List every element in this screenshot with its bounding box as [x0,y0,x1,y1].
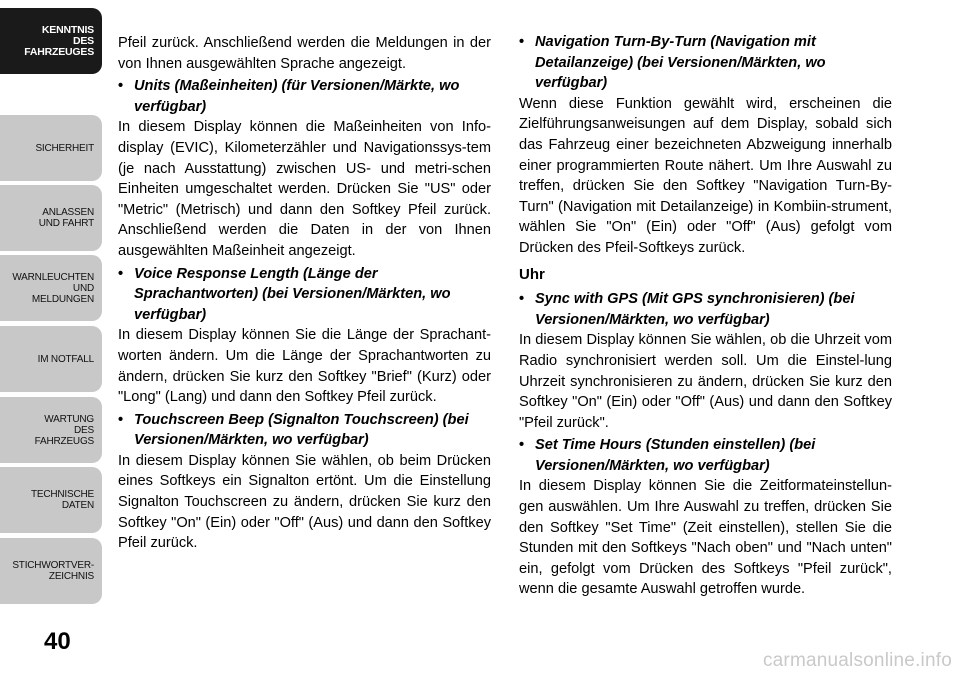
paragraph-set-time: In diesem Display können Sie die Zeitformateinstellun-gen auswählen. Um Ihre Auswahl zu treffen, drücken Sie den Softkey "Set Time" (Zeit einstellen), stellen Sie die Stunden mit den Softkeys "Nach oben" und "Nach unten" ein, gefolgt vom Drücken des Softkeys "Pfeil zurück", wenn die gesamte Auswahl getroffen wurde. [519,478,892,598]
tab-sicherheit[interactable]: SICHERHEIT [0,115,102,181]
paragraph-voice-response: In diesem Display können Sie die Länge der Sprachant-worten ändern. Um die Länge der Sprachantworten zu ändern, drücken Sie kurz den Softkey "Brief" (Kurz) oder "Long" (Lang) und dann den Softkey Pfeil zurück. [118,327,491,406]
bullet-sync-gps-text: • Sync with GPS (Mit GPS synchronisieren) (bei Versionen/Märkten, wo verfügbar) [535,291,855,328]
bullet-set-time [519,435,892,476]
bullet-set-time-text: • Set Time Hours (Stunden einstellen) (bei Versionen/Märkten, wo verfügbar) [535,437,816,474]
paragraph-sync-gps: In diesem Display können Sie wählen, ob die Uhrzeit vom Radio synchronisiert werden soll. Um die Einstel-lung Uhrzeit synchronisieren zu ändern, drücken Sie kurz den Softkey "On" (Ein) oder "Off" (Aus) und dann den Softkey "Pfeil zurück". [519,332,892,431]
bullet-voice-response [118,264,491,326]
right-column [519,32,892,600]
watermark-logo: carmanualsonline.info [762,650,952,671]
bullet-voice-response-text: • Voice Response Length (Länge der Sprachantworten) (bei Versionen/Märkten, wo verfügbar) [134,265,451,323]
tab-anlassen-und-fahrt[interactable]: ANLASSEN UND FAHRT [0,185,102,251]
bullet-sync-gps [519,289,892,330]
bullet-navigation-text: • Navigation Turn-By-Turn (Navigation mit Detailanzeige) (bei Versionen/Märkten, wo verfügbar) [535,34,826,92]
bullet-touchscreen-beep-text: • Touchscreen Beep (Signalton Touchscreen) (bei Versionen/Märkten, wo verfügbar) [134,411,469,449]
tab-wartung-des-fahrzeugs[interactable]: WARTUNG DES FAHRZEUGS [0,397,102,463]
tab-kenntnis-des-fahrzeuges[interactable]: KENNTNIS DES FAHRZEUGES [0,8,102,74]
paragraph-touchscreen-beep: In diesem Display können Sie wählen, ob beim Drücken eines Softkeys ein Signalton ertönt. Um die Einstellung Signalton Touchscreen zu ändern, drücken Sie kurz den Softkey "On" (Ein) oder "Off" (Aus) und dann den Softkey Pfeil zurück. [118,452,491,552]
page-number: 40 [44,628,71,655]
bullet-touchscreen-beep [118,410,491,451]
chapter-sidebar [0,0,104,678]
bullet-units-text: • Units (Maßeinheiten) (für Versionen/Märkte, wo verfügbar) [134,78,460,115]
bullet-units [118,76,491,117]
bullet-navigation [519,32,892,94]
paragraph-units: In diesem Display können die Maßeinheiten von Info-display (EVIC), Kilometerzähler und Navigationssys-tem (je nach Ausstattung) zwischen US- und metri-schen Einheiten umgeschaltet werden. Drücken Sie "US" oder "Metric" (Metrisch) und dann den Softkey Pfeil zurück. Anschließend werden die Daten in der von Ihnen ausgewählten Maßeinheit angezeigt. [118,119,491,259]
heading-uhr: Uhr [519,265,545,283]
tab-im-notfall[interactable]: IM NOTFALL [0,326,102,392]
paragraph-navigation: Wenn diese Funktion gewählt wird, erscheinen die Zielführungsanweisungen auf dem Display, sobald sich das Fahrzeug einer bezeichneten Abzweigung innerhalb einer programmierten Route nähert. Um Ihre Auswahl zu treffen, drücken Sie den Softkey "Navigation Turn-By-Turn" (Navigation mit Detailanzeige) in Kombiin-strument, wählen Sie "On" (Ein) oder "Off" (Aus) gefolgt vom Drücken des Pfeil-Softkeys zurück. [519,95,892,256]
paragraph-intro: Pfeil zurück. Anschließend werden die Meldungen in der von Ihnen ausgewählten Sprache angezeigt. [118,35,491,72]
left-column [118,33,491,554]
tab-technische-daten[interactable]: TECHNISCHE DATEN [0,467,102,533]
tab-stichwortverzeichnis[interactable]: STICHWORTVER- ZEICHNIS [0,538,102,604]
tab-warnleuchten-und-meldungen[interactable]: WARNLEUCHTEN UND MELDUNGEN [0,255,102,321]
